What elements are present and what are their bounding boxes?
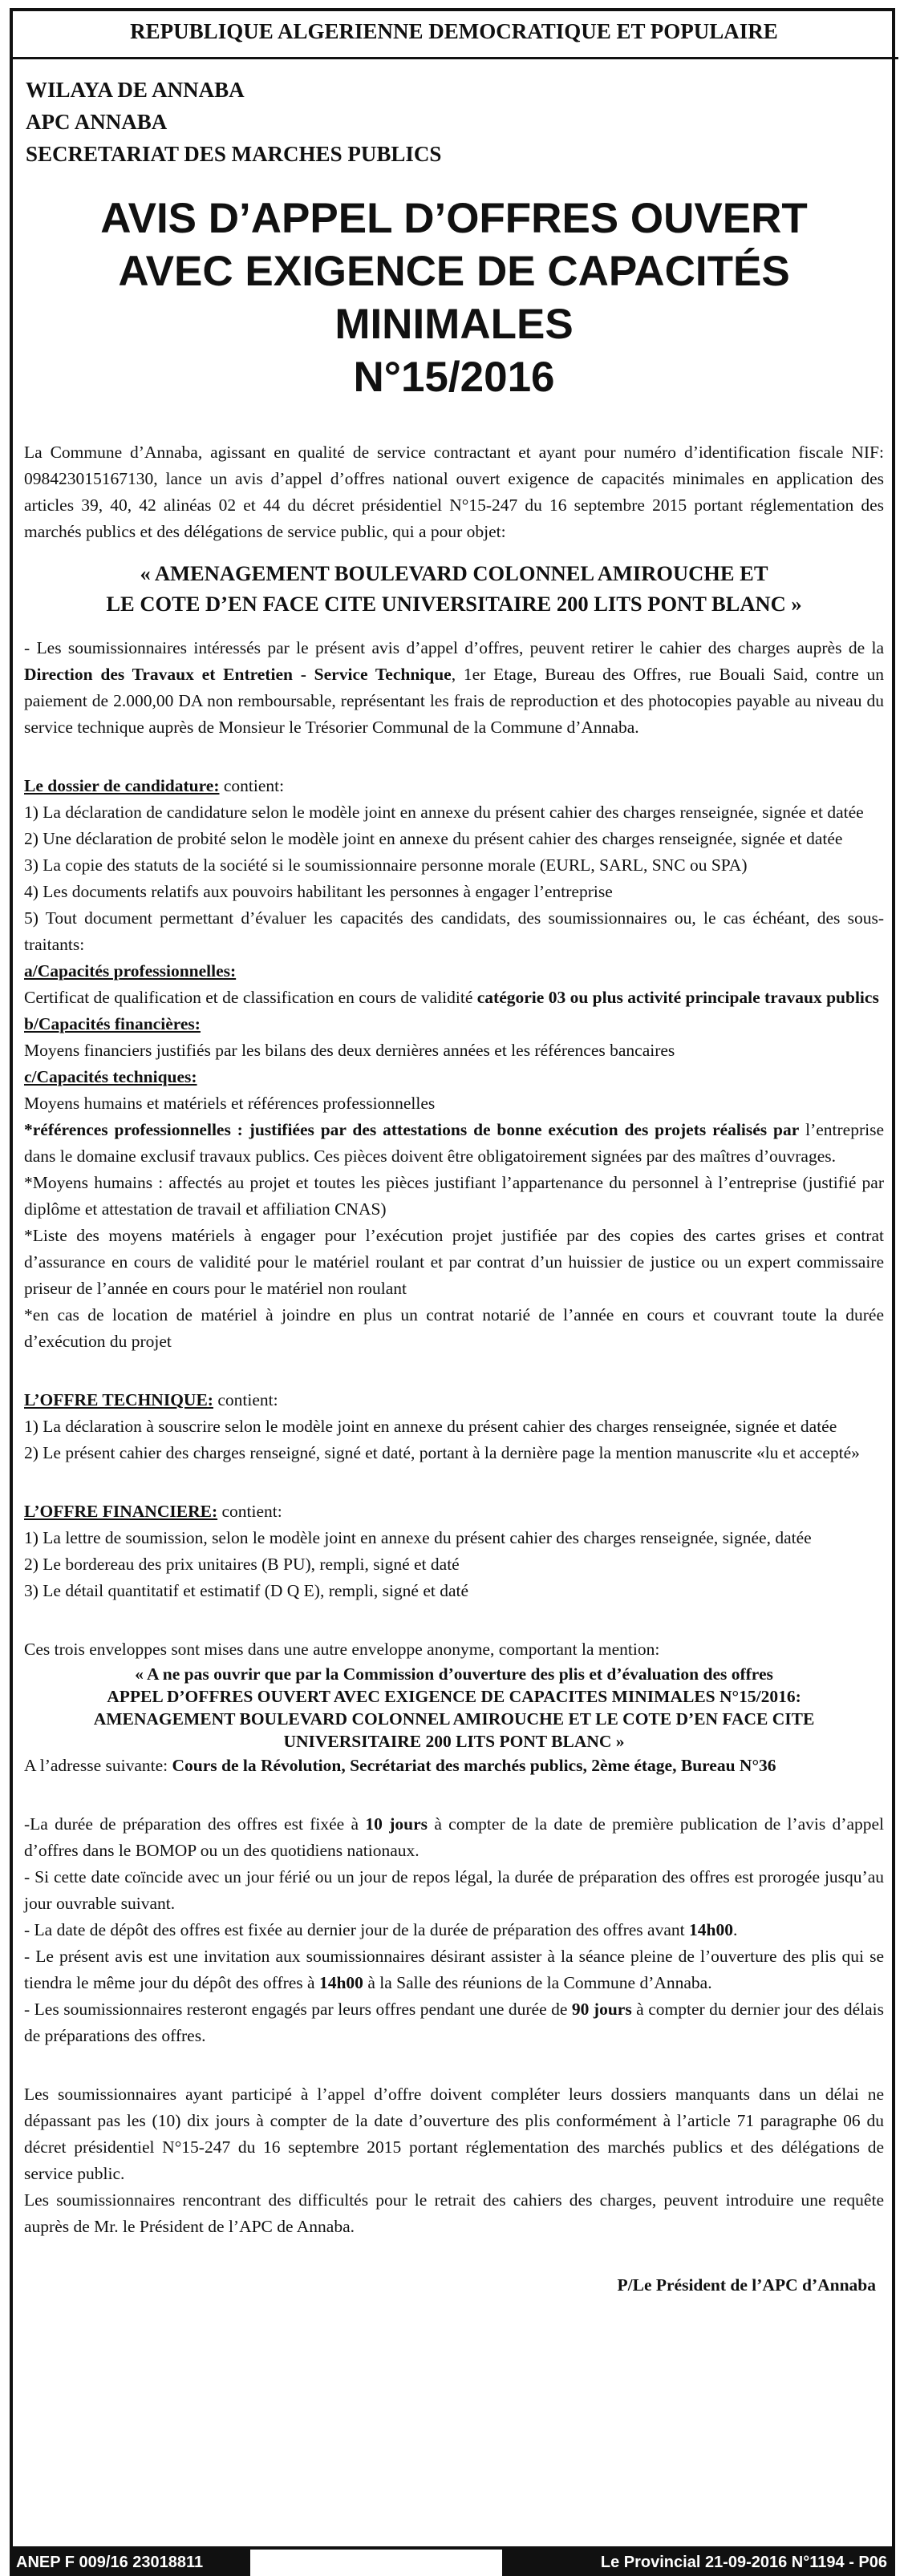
address-label: A l’adresse suivante: xyxy=(24,1756,172,1775)
intro-paragraph: La Commune d’Annaba, agissant en qualité de service contractant et ayant pour numéro d’identification fiscale NIF: 098423015167130, lance un avis d’appel d’offres national ouvert exigence de capacités minimales en application des articles 39, 40, 42 alinéas 02 et 44 du décret présidentiel N°15-247 du 16 septembre 2015 portant réglementation des marchés publics et des délégations de service public, qui a pour objet: xyxy=(24,443,884,541)
references-professionnelles xyxy=(24,1117,884,1170)
condition-text: - Les soumissionnaires resteront engagés par leurs offres pendant une durée de xyxy=(24,2000,572,2019)
withdrawal-paragraph xyxy=(24,635,884,741)
dossier-heading-label: Le dossier de candidature: xyxy=(24,776,220,795)
capacites-financieres-label: b/Capacités financières: xyxy=(24,1014,201,1033)
condition-text: - La date de dépôt des offres est fixée au dernier jour de la durée de préparation des offres avant xyxy=(24,1920,689,1939)
envelope-line-3: AMENAGEMENT BOULEVARD COLONNEL AMIROUCHE ET LE COTE D’EN FACE CITE xyxy=(93,1709,815,1729)
condition-time: 14h00 xyxy=(318,1973,363,1992)
project-line-2: LE COTE D’EN FACE CITE UNIVERSITAIRE 200 LITS PONT BLANC » xyxy=(106,592,802,616)
republic-heading: REPUBLIQUE ALGERIENNE DEMOCRATIQUE ET POPULAIRE xyxy=(10,19,898,59)
title-number: N°15/2016 xyxy=(353,354,555,401)
withdrawal-text-a: - Les soumissionnaires intéressés par le présent avis d’appel d’offres, peuvent retirer le cahier des charges auprès de la xyxy=(24,638,884,657)
footer-publication: Le Provincial 21-09-2016 N°1194 - P06 xyxy=(502,2550,895,2576)
offre-technique-heading xyxy=(24,1387,884,1413)
offre-financiere-heading xyxy=(24,1498,884,1525)
liste-moyens-materiels: *Liste des moyens matériels à engager pour l’exécution projet justifiée par des copies des cartes grises et contrat d’assurance en cours de validité pour le matériel roulant et par contrat d’un huissier de justice ou un expert commissaire priseur de l’année en cours pour le matériel non roulant xyxy=(24,1226,884,1298)
offre-financiere-item: 1) La lettre de soumission, selon le modèle joint en annexe du présent cahier des charges renseignée, signée, datée xyxy=(24,1528,812,1547)
condition-text: à compter du dernier jour des délais de préparations des offres. xyxy=(24,2000,884,2045)
dossier-item: 4) Les documents relatifs aux pouvoirs habilitant les personnes à engager l’entreprise xyxy=(24,882,613,901)
condition-opening xyxy=(24,1943,884,1996)
withdrawal-direction: Direction des Travaux et Entretien - Service Technique xyxy=(24,665,452,684)
condition-text: à la Salle des réunions de la Commune d’Annaba. xyxy=(363,1973,712,1992)
offre-technique-item: 2) Le présent cahier des charges renseigné, signé et daté, portant à la dernière page la mention manuscrite «lu et accepté» xyxy=(24,1443,860,1462)
envelope-address xyxy=(24,1753,884,1779)
capacites-techniques-text: Moyens humains et matériels et références professionnelles xyxy=(24,1094,436,1113)
offre-financiere-item: 2) Le bordereau des prix unitaires (B PU), rempli, signé et daté xyxy=(24,1555,460,1574)
offre-technique-label: L’OFFRE TECHNIQUE: xyxy=(24,1390,213,1409)
announcement-content xyxy=(24,19,884,2295)
capacites-financieres-heading xyxy=(24,1011,884,1037)
condition-text: . xyxy=(732,1920,738,1939)
envelope-line-1: « A ne pas ouvrir que par la Commission d’ouverture des plis et d’évaluation des offres xyxy=(135,1664,773,1684)
certificat-text: Certificat de qualification et de classification en cours de validité xyxy=(24,988,477,1007)
envelope-intro: Ces trois enveloppes sont mises dans une autre enveloppe anonyme, comportant la mention: xyxy=(24,1640,660,1659)
capacites-techniques-label: c/Capacités techniques: xyxy=(24,1067,197,1086)
dossier-contient: contient: xyxy=(219,776,285,795)
project-line-1: « AMENAGEMENT BOULEVARD COLONNEL AMIROUCHE ET xyxy=(140,561,768,585)
closing-paragraph-2: Les soumissionnaires rencontrant des difficultés pour le retrait des cahiers des charges, peuvent introduire une requête auprès de Mr. le Président de l’APC de Annaba. xyxy=(24,2190,884,2236)
page-footer xyxy=(0,2550,908,2576)
wilaya-line: WILAYA DE ANNABA xyxy=(26,78,245,102)
footer-reference: ANEP F 009/16 23018811 xyxy=(10,2550,250,2576)
condition-holiday: - Si cette date coïncide avec un jour férié ou un jour de repos légal, la durée de préparation des offres est prorogée jusqu’au jour ouvrable suivant. xyxy=(24,1867,884,1913)
condition-validity xyxy=(24,1996,884,2049)
secretariat-line: SECRETARIAT DES MARCHES PUBLICS xyxy=(26,142,442,166)
capacites-techniques-heading xyxy=(24,1064,884,1090)
condition-deposit xyxy=(24,1917,884,1943)
address-value: Cours de la Révolution, Secrétariat des marchés publics, 2ème étage, Bureau N°36 xyxy=(172,1756,776,1775)
envelope-line-4: UNIVERSITAIRE 200 LITS PONT BLANC » xyxy=(283,1732,625,1751)
capacites-professionnelles-label: a/Capacités professionnelles: xyxy=(24,961,237,981)
condition-preparation xyxy=(24,1811,884,1864)
title-line-1: AVIS D’APPEL D’OFFRES OUVERT xyxy=(100,195,808,242)
certificat-category: catégorie 03 ou plus activité principale travaux publics xyxy=(476,988,879,1007)
offre-technique-contient: contient: xyxy=(213,1390,278,1409)
envelope-mention xyxy=(24,1663,884,1753)
condition-text: - Le présent avis est une invitation aux soumissionnaires désirant assister à la séance pleine de l’ouverture des plis qui se tiendra le même jour du dépôt des offres à xyxy=(24,1947,884,1992)
moyens-humains: *Moyens humains : affectés au projet et toutes les pièces justifiant l’appartenance du personnel à l’entreprise (justifié par diplôme et attestation de travail et affiliation CNAS) xyxy=(24,1173,884,1219)
condition-time: 14h00 xyxy=(688,1920,733,1939)
offre-financiere-item: 3) Le détail quantitatif et estimatif (D Q E), rempli, signé et daté xyxy=(24,1581,469,1600)
condition-days: 10 jours xyxy=(365,1814,428,1834)
condition-days: 90 jours xyxy=(571,2000,632,2019)
title-block xyxy=(24,192,884,404)
signature-line: P/Le Président de l’APC d’Annaba xyxy=(617,2275,876,2295)
capacites-financieres-text: Moyens financiers justifiés par les bilans des deux dernières années et les références bancaires xyxy=(24,1041,675,1060)
title-line-2: AVEC EXIGENCE DE CAPACITÉS MINIMALES xyxy=(118,248,790,348)
withdrawal-text-c: , 1er Etage, Bureau des Offres, rue Bouali Said, contre un paiement de 2.000,00 DA non remboursable, représentant les frais de reproduction et des photocopies payable au niveau du service technique auprès de Monsieur le Trésorier Communal de la Commune d’Annaba. xyxy=(24,665,885,737)
condition-text: à compter de la date de première publication de l’avis d’appel d’offres dans le BOMOP ou un des quotidiens nationaux. xyxy=(24,1814,884,1860)
references-text: l’entreprise dans le domaine exclusif travaux publics. Ces pièces doivent être obligatoirement signées par des maîtres d’ouvrages. xyxy=(24,1120,884,1166)
condition-text: -La durée de préparation des offres est fixée à xyxy=(24,1814,366,1834)
dossier-heading xyxy=(24,773,884,799)
closing-paragraph-1: Les soumissionnaires ayant participé à l’appel d’offre doivent compléter leurs dossiers manquants dans un délai ne dépassant pas les (10) dix jours à compter de la date d’ouverture des plis conformément à l’article 71 paragraphe 06 du décret présidentiel N°15-247 du 16 septembre 2015 portant réglementation des marchés publics et des délégations de service public. xyxy=(24,2085,884,2183)
offre-financiere-contient: contient: xyxy=(217,1502,282,1521)
offre-financiere-label: L’OFFRE FINANCIERE: xyxy=(24,1502,218,1521)
envelope-line-2: APPEL D’OFFRES OUVERT AVEC EXIGENCE DE CAPACITES MINIMALES N°15/2016: xyxy=(107,1687,801,1706)
dossier-item: 2) Une déclaration de probité selon le modèle joint en annexe du présent cahier des charges renseignée, signée et datée xyxy=(24,829,843,848)
references-bold: *références professionnelles : justifiées par des attestations de bonne exécution des projets réalisés par xyxy=(24,1120,800,1139)
dossier-item: 3) La copie des statuts de la société si le soumissionnaire personne morale (EURL, SARL, SNC ou SPA) xyxy=(24,855,748,875)
dossier-item: 1) La déclaration de candidature selon le modèle joint en annexe du présent cahier des charges renseignée, signée et datée xyxy=(24,803,864,822)
dossier-item: 5) Tout document permettant d’évaluer les capacités des candidats, des soumissionnaires ou, le cas échéant, des sous-traitants: xyxy=(24,908,884,954)
capacites-professionnelles-text xyxy=(24,985,884,1011)
location-materiel: *en cas de location de matériel à joindre en plus un contrat notarié de l’année en cours et couvrant toute la durée d’exécution du projet xyxy=(24,1305,884,1351)
offre-technique-item: 1) La déclaration à souscrire selon le modèle joint en annexe du présent cahier des charges renseignée, signée et datée xyxy=(24,1417,837,1436)
capacites-professionnelles-heading xyxy=(24,958,884,985)
project-object xyxy=(24,558,884,619)
apc-line: APC ANNABA xyxy=(26,110,168,134)
